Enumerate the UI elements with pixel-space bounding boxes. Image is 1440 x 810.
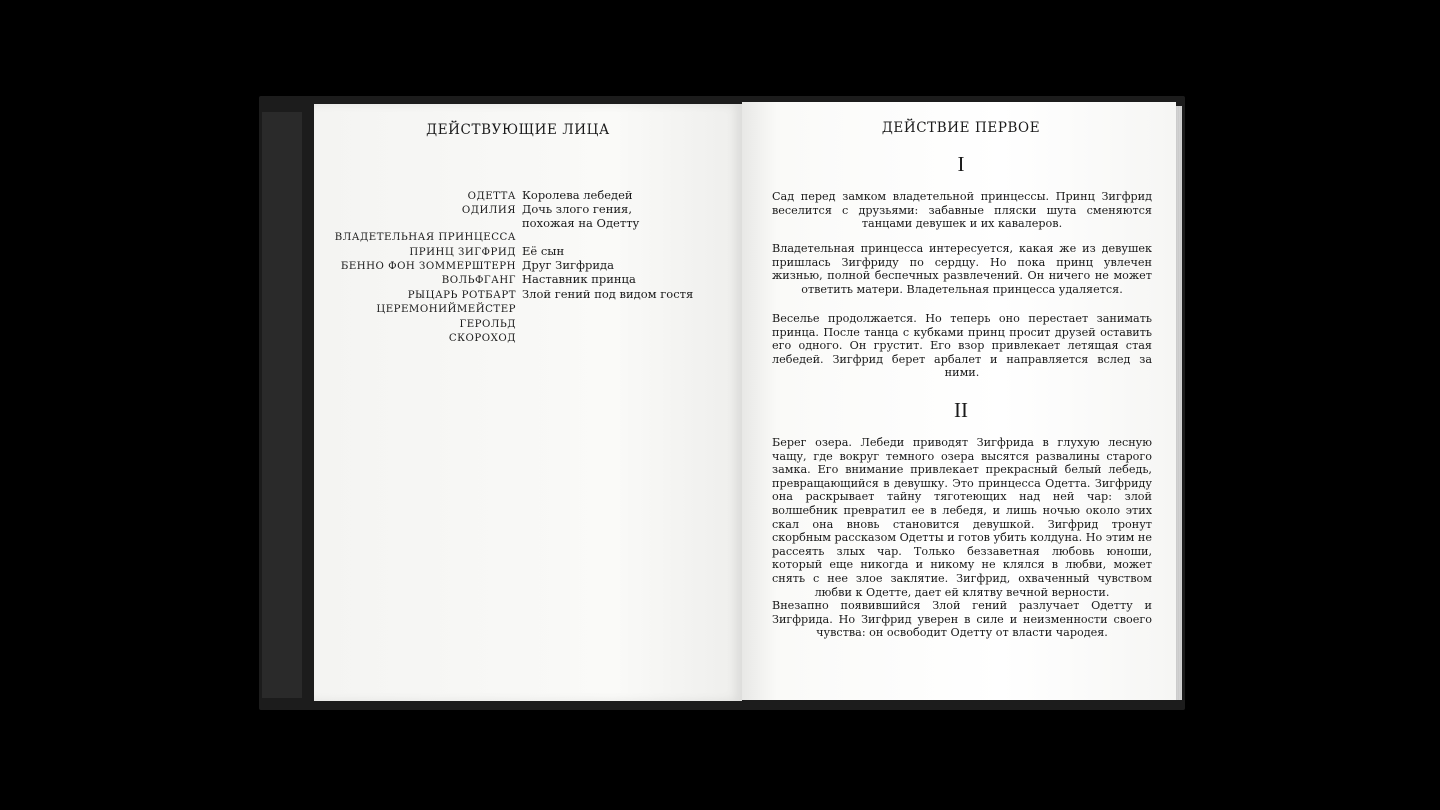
paragraph: Владетельная принцесса интересуется, какая же из девушек пришлась Зигфриду по сердцу. Но пока принц увлечен жизнью, полной беспечных развлечений. Он ничего не может ответить матери. Владетельная принцесса удаляется. (772, 242, 1152, 296)
cast-row (314, 331, 742, 345)
cast-name: ВОЛЬФГАНГ (441, 275, 516, 287)
cast-name: ОДИЛИЯ (461, 205, 516, 217)
cast-desc: Дочь злого гения, похожая на Одетту (522, 202, 640, 230)
paragraph: Сад перед замком владетельной принцессы. Принц Зигфрид веселится с друзьями: забавные пляски шута сменяются танцами девушек и их кавалеров. (772, 190, 1152, 231)
cast-desc: Королева лебедей (522, 188, 633, 202)
cast-row (314, 203, 742, 230)
page-block-edge (1176, 106, 1182, 700)
cast-row (314, 259, 742, 273)
cast-name: РЫЦАРЬ РОТБАРТ (407, 289, 516, 301)
cast-name: ПРИНЦ ЗИГФРИД (409, 246, 516, 258)
cast-desc: Друг Зигфрида (522, 258, 614, 273)
cast-row (314, 288, 742, 302)
scene-number: II (954, 398, 968, 422)
right-page (742, 102, 1176, 700)
cast-desc: Её сын (522, 243, 565, 258)
cast-desc: Наставник принца (522, 272, 636, 287)
cast-row (314, 245, 742, 259)
cast-list (314, 189, 742, 345)
paragraph: Веселье продолжается. Но теперь оно перестает занимать принца. После танца с кубками принц просит друзей оставить его одного. Он грустит. Его взор привлекает летящая стая лебедей. Зигфрид берет арбалет и направляется вслед за ними. (772, 312, 1152, 380)
paragraph: Берег озера. Лебеди приводят Зигфрида в глухую лесную чащу, где вокруг темного озера высятся развалины старого замка. Его внимание привлекает прекрасный белый лебедь, превращающийся в девушку. Это принцесса Одетта. Зигфриду она раскрывает тайну тяготеющих над ней чар: злой волшебник превратил ее в лебедя, и лишь ночью около этих скал она вновь становится девушкой. Зигфрид тронут скорбным рассказом Одетты и готов убить колдуна. Но этим не рассеять злых чар. Только беззаветная любовь юноши, который еще никогда и никому не клялся в любви, может снять с нее злое заклятие. Зигфрид, охваченный чувством любви к Одетте, дает ей клятву вечной верности. (772, 436, 1152, 599)
cast-name: БЕННО ФОН ЗОММЕРШТЕРН (340, 261, 516, 273)
cover-inner-edge (262, 112, 302, 698)
cast-row (314, 230, 742, 244)
left-page (314, 104, 742, 701)
cast-name: ОДЕТТА (467, 191, 516, 202)
cast-desc: Злой гений под видом гостя (522, 286, 694, 301)
scene-number: I (957, 152, 965, 176)
cast-name: ГЕРОЛЬД (459, 318, 516, 330)
cast-heading: ДЕЙСТВУЮЩИЕ ЛИЦА (426, 122, 610, 138)
cast-row (314, 189, 742, 203)
cast-row (314, 302, 742, 316)
cast-name: СКОРОХОД (448, 333, 516, 345)
paragraph: Внезапно появившийся Злой гений разлучает Одетту и Зигфрида. Но Зигфрид уверен в силе и неизменности своего чувства: он освободит Одетту от власти чародея. (772, 599, 1152, 640)
cast-row (314, 317, 742, 331)
cast-row (314, 273, 742, 287)
cast-name: ВЛАДЕТЕЛЬНАЯ ПРИНЦЕССА (334, 232, 516, 244)
cast-name: ЦЕРЕМОНИЙМЕЙСТЕР (376, 304, 516, 316)
act-heading: ДЕЙСТВИЕ ПЕРВОЕ (881, 120, 1041, 136)
